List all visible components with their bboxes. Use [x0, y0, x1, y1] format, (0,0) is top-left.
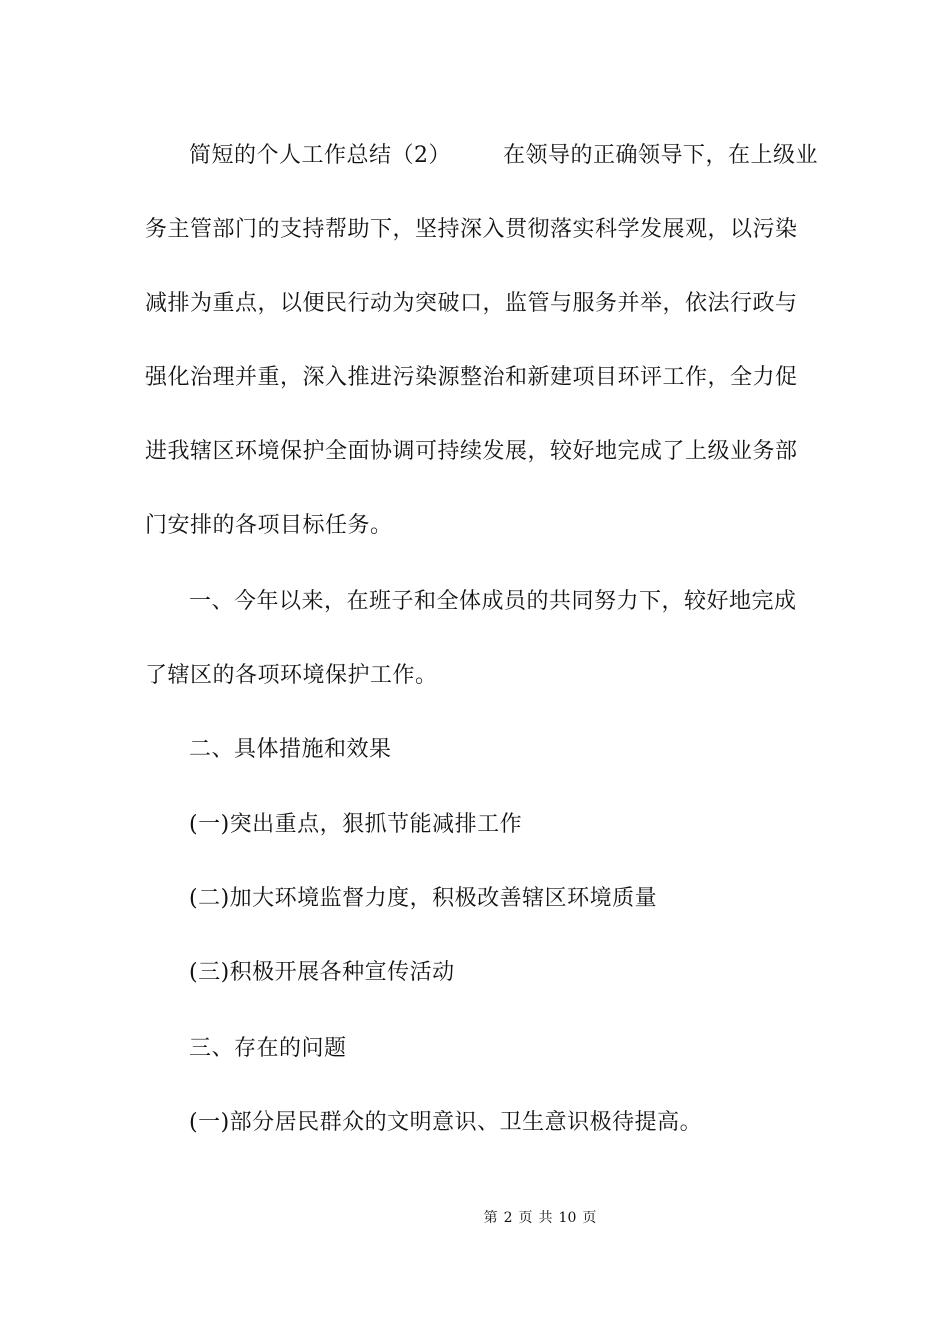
- list-item: (二)加大环境监督力度，积极改善辖区环境质量: [189, 886, 658, 911]
- document-title: 简短的个人工作总结（2）: [189, 143, 451, 168]
- page-footer: [0, 1208, 950, 1228]
- paragraph-line: 进我辖区环境保护全面协调可持续发展，较好地完成了上级业务部: [145, 439, 798, 464]
- paragraph-line: 了辖区的各项环境保护工作。: [145, 663, 438, 688]
- footer-total-word: 共: [538, 1210, 553, 1226]
- first-line: [189, 141, 849, 171]
- list-item: (一)突出重点，狠抓节能减排工作: [189, 812, 523, 837]
- list-item: (一)部分居民群众的文明意识、卫生意识极待提高。: [189, 1110, 703, 1135]
- paragraph-line: 强化治理并重，深入推进污染源整治和新建项目环评工作，全力促: [145, 365, 798, 390]
- section-heading: 二、具体措施和效果: [189, 737, 392, 762]
- list-item: (三)积极开展各种宣传活动: [189, 960, 455, 985]
- paragraph-text: 在领导的正确领导下，在上级业: [503, 143, 819, 168]
- total-pages-number: 10: [558, 1210, 577, 1226]
- current-page-number: 2: [503, 1210, 513, 1226]
- footer-suffix: 页: [582, 1210, 597, 1226]
- paragraph-line: 减排为重点，以便民行动为突破口，监管与服务并举，依法行政与: [145, 291, 798, 316]
- paragraph-line: 门安排的各项目标任务。: [145, 513, 393, 538]
- footer-page-word: 页: [518, 1210, 533, 1226]
- paragraph-line: 一、今年以来，在班子和全体成员的共同努力下，较好地完成: [189, 589, 797, 614]
- paragraph-line: 务主管部门的支持帮助下，坚持深入贯彻落实科学发展观，以污染: [145, 217, 798, 242]
- footer-prefix: 第: [483, 1210, 498, 1226]
- section-heading: 三、存在的问题: [189, 1036, 347, 1061]
